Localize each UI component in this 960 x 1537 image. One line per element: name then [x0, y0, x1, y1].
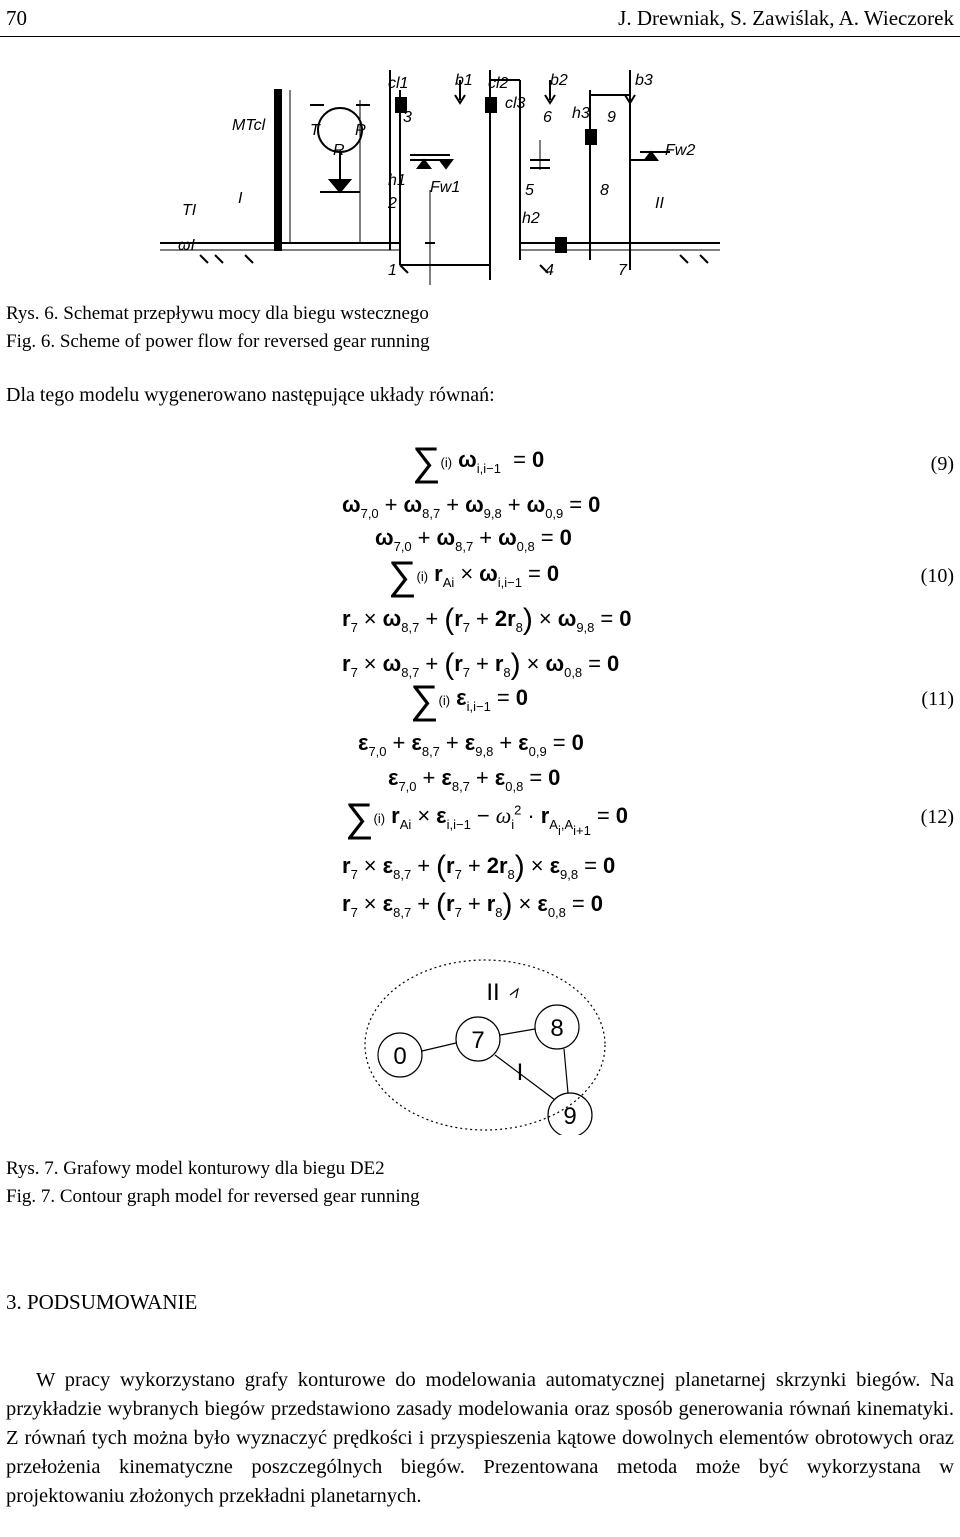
label-II: II: [655, 195, 664, 212]
label-4: 4: [545, 262, 554, 279]
eq11-line2: $\varepsilon_{7,0} + \varepsilon_{8,7} + \varepsilon_{0,8} = 0$: [388, 765, 561, 794]
label-3: 3: [403, 109, 412, 126]
section-title: 3. PODSUMOWANIE: [6, 1290, 198, 1314]
graph-node-8: 8: [550, 1015, 564, 1042]
graph-node-9: 9: [563, 1103, 577, 1130]
fig7-caption-pl: Rys. 7. Grafowy model konturowy dla biegu DE2: [6, 1158, 385, 1179]
graph-contour-I: I: [516, 1059, 524, 1086]
label-2: 2: [388, 195, 397, 212]
eq10-line1: $r_7 \times \omega_{8,7} + (r_7 + 2r_8) \times \omega_{9,8} = 0$: [342, 603, 632, 636]
eq9-line1: $\omega_{7,0} + \omega_{8,7} + \omega_{9,8} + \omega_{0,9} = 0$: [342, 492, 601, 521]
contour-graph: [360, 955, 610, 1135]
eq-number-10: (10): [920, 565, 954, 587]
label-I: I: [238, 190, 243, 207]
eq12-line1: $r_7 \times \varepsilon_{8,7} + (r_7 + 2r_8) \times \varepsilon_{9,8} = 0$: [342, 850, 616, 883]
label-TI: TI: [182, 202, 197, 219]
eq12-sum: ∑(i) $r_{Ai} \times \varepsilon_{i,i-1} - \omega_i^2 \cdot r_{A_i,A_{i+1}}= 0$: [345, 796, 628, 840]
graph-contour-II: II: [486, 979, 500, 1006]
fig7-caption-en: Fig. 7. Contour graph model for reversed gear running: [6, 1186, 420, 1207]
label-cl2: cl2: [488, 75, 509, 92]
eq10-sum: ∑(i) $r_{Ai} \times \omega_{i,i-1} = 0$: [388, 554, 560, 598]
label-b2: b2: [550, 72, 568, 89]
label-h1: h1: [388, 172, 406, 189]
label-mtcl: MTcl: [232, 117, 266, 134]
running-header-authors: J. Drewniak, S. Zawiślak, A. Wieczorek: [618, 6, 954, 30]
intro-text: Dla tego modelu wygenerowano następujące układy równań:: [6, 384, 495, 406]
label-h2: h2: [522, 210, 540, 227]
graph-node-7: 7: [471, 1027, 485, 1054]
eq12-line2: $r_7 \times \varepsilon_{8,7} + (r_7 + r_8) \times \varepsilon_{0,8} = 0$: [342, 888, 603, 921]
label-T: T: [310, 122, 320, 139]
power-flow-scheme: [160, 60, 720, 285]
summary-paragraph: W pracy wykorzystano grafy konturowe do modelowania automatycznej planetarnej skrzynki biegów. Na przykładzie wybranych biegów przedstawiono zasady modelowania oraz sposób generowania równań kinematyki. Z równań tych można było wyznaczyć prędkości i przyspieszenia kątowe dowolnych elementów obrotowych oraz przełożenia kinematyczne poszczególnych biegów. Prezentowana metoda może być wykorzystana w projektowaniu złożonych przekładni planetarnych.: [6, 1369, 954, 1507]
label-omegaI: ωI: [178, 237, 195, 254]
graph-node-0: 0: [393, 1043, 407, 1070]
eq11-line1: $\varepsilon_{7,0} + \varepsilon_{8,7} + \varepsilon_{9,8} + \varepsilon_{0,9} = 0$: [358, 730, 584, 759]
label-cl3: cl3: [505, 95, 526, 112]
label-R: R: [333, 142, 345, 159]
eq10-line2: $r_7 \times \omega_{8,7} + (r_7 + r_8) \times \omega_{0,8} = 0$: [342, 648, 620, 681]
fig6-caption-en: Fig. 6. Scheme of power flow for reversed gear running: [6, 331, 430, 352]
eq9-sum: ∑(i) $\omega_{i,i-1} = 0$: [412, 440, 545, 484]
label-6: 6: [543, 109, 552, 126]
label-b1: b1: [455, 72, 473, 89]
label-7: 7: [618, 262, 627, 279]
eq-number-9: (9): [930, 453, 954, 475]
label-b3: b3: [635, 72, 653, 89]
label-5: 5: [525, 182, 534, 199]
page-number: 70: [6, 6, 27, 30]
label-fw2: Fw2: [665, 142, 696, 159]
label-h3: h3: [572, 105, 590, 122]
eq-number-11: (11): [921, 688, 954, 710]
label-fw1: Fw1: [430, 179, 461, 196]
eq11-sum: ∑(i) $\varepsilon_{i,i-1} = 0$: [410, 678, 528, 722]
header-rule: [0, 36, 960, 37]
label-9: 9: [607, 109, 616, 126]
eq9-line2: $\omega_{7,0} + \omega_{8,7} + \omega_{0,8} = 0$: [375, 525, 572, 554]
label-cl1: cl1: [388, 75, 409, 92]
label-P: P: [355, 122, 366, 139]
label-8: 8: [600, 182, 609, 199]
eq-number-12: (12): [920, 806, 954, 828]
label-1: 1: [388, 262, 397, 279]
fig6-caption-pl: Rys. 6. Schemat przepływu mocy dla biegu wstecznego: [6, 303, 429, 324]
